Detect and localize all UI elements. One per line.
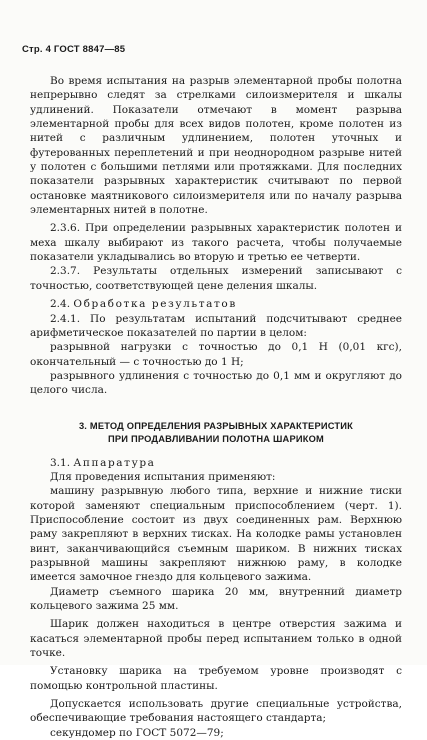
section-title-line-2: ПРИ ПРОДАВЛИВАНИИ ПОЛОТНА ШАРИКОМ [108,433,324,444]
subsection-title: Обработка результатов [73,298,237,311]
subsection-number: 3.1. [50,456,74,469]
paragraph-other-devices: Допускается использовать другие специальные устройства, обеспечивающие требования настоящего стандарта; [30,698,402,725]
paragraph-2-4-1: 2.4.1. По результатам испытаний подсчитывают среднее арифметическое показателей по партии в целом: [30,312,402,339]
paragraph-breaking-load: разрывной нагрузки с точностью до 0,1 Н (0,01 кгс), окончательный — с точностью до 1 Н; [30,341,402,368]
paragraph-machine: машину разрывную любого типа, верхние и нижние тиски которой заменяют специальным приспособлением (черт. 1). Приспособление состоит из двух соединенных рам. Верхнюю раму закрепляют в верхних тисках. На колодке рамы установлен винт, заканчивающийся съемным шариком. В нижних тисках разрывной машины закрепляют нижнюю раму, в колодке имеется замочное гнездо для кольцевого зажима. [30,485,402,584]
paragraph-stopwatch: секундомер по ГОСТ 5072—79; [50,726,224,739]
paragraph-test-observation: Во время испытания на разрыв элементарной пробы полотна непрерывно следят за стрелками силоизмерителя и шкалы удлинений. Показатели отмечают в момент разрыва элементарной пробы для всех видов полотен, кроме полотен из нитей с различным удлинением, полотен уточных и футерованных переплетений и при неоднородном разрыве нитей у полотен с большими петлями или протяжками. Для последних показатели разрывных характеристик считывают по первой остановке маятникового силоизмерителя или по началу разрыва элементарных нитей в полотне. [30,75,402,217]
paragraph-diameter: Диаметр съемного шарика 20 мм, внутренний диаметр кольцевого зажима 25 мм. [30,585,402,612]
paragraph-apparatus-intro: Для проведения испытания применяют: [50,470,276,483]
subsection-2-4-heading [30,297,402,311]
section-title-line-1: 3. МЕТОД ОПРЕДЕЛЕНИЯ РАЗРЫВНЫХ ХАРАКТЕРИСТИК [78,420,354,431]
page-header: Стр. 4 ГОСТ 8847—85 [22,44,126,55]
paragraph-elongation: разрывного удлинения с точностью до 0,1 мм и округляют до целого числа. [30,369,402,397]
subsection-3-1-heading [30,456,402,470]
paragraph-2-3-6: 2.3.6. При определении разрывных характеристик полотен и меха шкалу выбирают из такого расчета, чтобы получаемые показатели укладывались во вторую и третью ее четверти. [30,222,402,264]
paragraph-ball-position: Шарик должен находиться в центре отверстия зажима и касаться элементарной пробы перед испытанием только в одной точке. [30,618,402,660]
subsection-title: Аппаратура [73,456,156,469]
body-text [30,74,402,740]
subsection-number: 2.4. [50,298,74,311]
paragraph-2-3-7: 2.3.7. Результаты отдельных измерений записывают с точностью, соответствующей цене деления шкалы. [30,265,402,292]
paragraph-ball-setup: Установку шарика на требуемом уровне производят с помощью контрольной пластины. [30,665,402,692]
section-3-title [30,420,402,446]
